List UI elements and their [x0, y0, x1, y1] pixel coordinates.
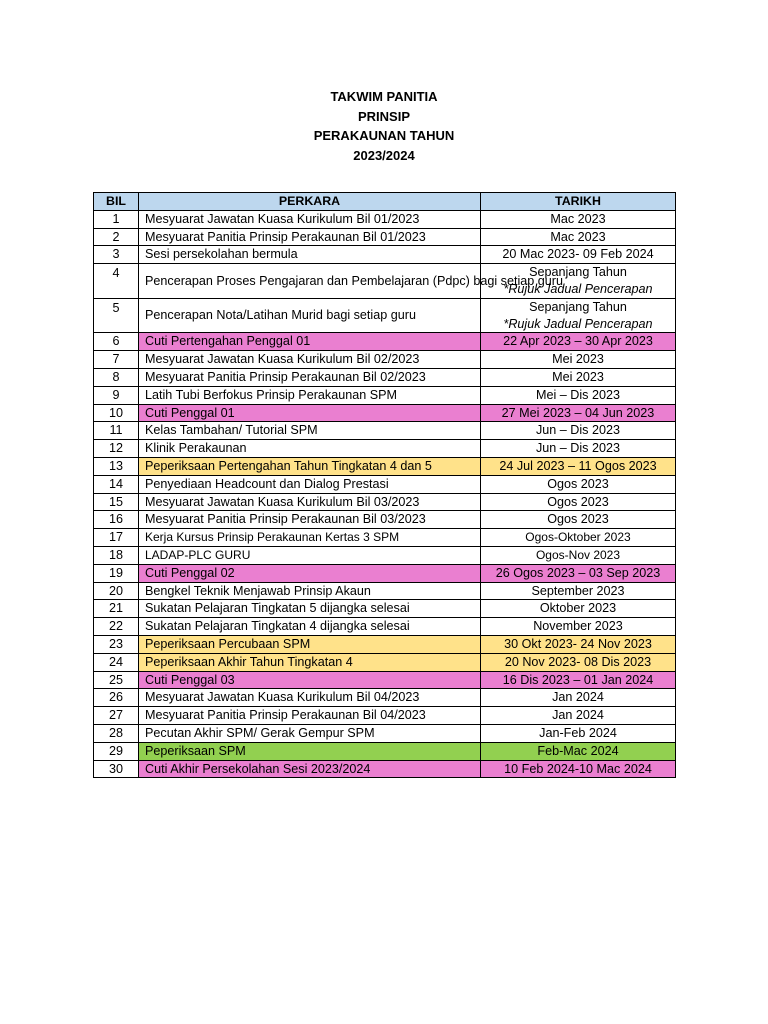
table-row	[94, 333, 676, 351]
table-row	[94, 689, 676, 707]
cell-tarikh: 27 Mei 2023 – 04 Jun 2023	[481, 404, 676, 422]
cell-perkara: Peperiksaan Percubaan SPM	[139, 635, 481, 653]
cell-perkara: Mesyuarat Panitia Prinsip Perakaunan Bil 02/2023	[139, 368, 481, 386]
table-row	[94, 511, 676, 529]
cell-bil: 24	[94, 653, 139, 671]
table-row	[94, 298, 676, 333]
table-row	[94, 600, 676, 618]
table-row	[94, 564, 676, 582]
title-line-1: TAKWIM PANITIA	[330, 89, 438, 104]
cell-tarikh: Oktober 2023	[481, 600, 676, 618]
cell-tarikh: 20 Mac 2023- 09 Feb 2024	[481, 246, 676, 264]
cell-tarikh: Jun – Dis 2023	[481, 440, 676, 458]
cell-perkara: Cuti Pertengahan Penggal 01	[139, 333, 481, 351]
cell-bil: 27	[94, 707, 139, 725]
table-row	[94, 228, 676, 246]
table-row	[94, 618, 676, 636]
cell-tarikh: Jan-Feb 2024	[481, 724, 676, 742]
cell-tarikh: September 2023	[481, 582, 676, 600]
cell-bil: 8	[94, 368, 139, 386]
table-row	[94, 246, 676, 264]
table-row	[94, 440, 676, 458]
cell-perkara: Mesyuarat Panitia Prinsip Perakaunan Bil 04/2023	[139, 707, 481, 725]
cell-perkara: Peperiksaan Akhir Tahun Tingkatan 4	[139, 653, 481, 671]
cell-perkara: LADAP-PLC GURU	[139, 546, 481, 564]
cell-bil: 23	[94, 635, 139, 653]
table-row	[94, 368, 676, 386]
table-header-row	[94, 193, 676, 211]
cell-bil: 13	[94, 457, 139, 475]
cell-tarikh: Mei 2023	[481, 368, 676, 386]
cell-perkara: Kelas Tambahan/ Tutorial SPM	[139, 422, 481, 440]
cell-perkara: Klinik Perakaunan	[139, 440, 481, 458]
cell-tarikh: Mei – Dis 2023	[481, 386, 676, 404]
cell-tarikh: 10 Feb 2024-10 Mac 2024	[481, 760, 676, 778]
cell-bil: 19	[94, 564, 139, 582]
cell-perkara: Mesyuarat Jawatan Kuasa Kurikulum Bil 02/2023	[139, 351, 481, 369]
table-row	[94, 724, 676, 742]
table-row	[94, 529, 676, 547]
cell-bil: 20	[94, 582, 139, 600]
cell-perkara: Cuti Penggal 03	[139, 671, 481, 689]
table-row	[94, 475, 676, 493]
cell-tarikh: Jun – Dis 2023	[481, 422, 676, 440]
table-row	[94, 351, 676, 369]
column-header-bil: BIL	[94, 193, 139, 211]
column-header-perkara: PERKARA	[139, 193, 481, 211]
cell-tarikh: Ogos-Nov 2023	[481, 546, 676, 564]
cell-tarikh: 20 Nov 2023- 08 Dis 2023	[481, 653, 676, 671]
cell-bil: 6	[94, 333, 139, 351]
table-row	[94, 210, 676, 228]
cell-bil: 30	[94, 760, 139, 778]
cell-tarikh: 30 Okt 2023- 24 Nov 2023	[481, 635, 676, 653]
cell-bil: 3	[94, 246, 139, 264]
cell-perkara: Peperiksaan SPM	[139, 742, 481, 760]
cell-perkara: Pecutan Akhir SPM/ Gerak Gempur SPM	[139, 724, 481, 742]
cell-perkara: Mesyuarat Panitia Prinsip Perakaunan Bil 03/2023	[139, 511, 481, 529]
cell-perkara: Peperiksaan Pertengahan Tahun Tingkatan 4 dan 5	[139, 457, 481, 475]
cell-tarikh: 16 Dis 2023 – 01 Jan 2024	[481, 671, 676, 689]
cell-bil: 18	[94, 546, 139, 564]
cell-perkara: Pencerapan Nota/Latihan Murid bagi setiap guru	[139, 298, 481, 333]
table-row	[94, 742, 676, 760]
cell-perkara: Cuti Akhir Persekolahan Sesi 2023/2024	[139, 760, 481, 778]
cell-tarikh: November 2023	[481, 618, 676, 636]
cell-perkara: Pencerapan Proses Pengajaran dan Pembelajaran (Pdpc) bagi setiap guru	[139, 264, 481, 299]
cell-perkara: Mesyuarat Jawatan Kuasa Kurikulum Bil 01/2023	[139, 210, 481, 228]
cell-bil: 4	[94, 264, 139, 299]
cell-tarikh: Jan 2024	[481, 689, 676, 707]
cell-perkara: Sukatan Pelajaran Tingkatan 5 dijangka selesai	[139, 600, 481, 618]
table-row	[94, 653, 676, 671]
title-line-4: 2023/2024	[353, 147, 415, 163]
table-row	[94, 422, 676, 440]
cell-tarikh: Jan 2024	[481, 707, 676, 725]
cell-bil: 15	[94, 493, 139, 511]
table-row	[94, 582, 676, 600]
table-row	[94, 635, 676, 653]
cell-tarikh: Mac 2023	[481, 228, 676, 246]
cell-perkara: Mesyuarat Panitia Prinsip Perakaunan Bil 01/2023	[139, 228, 481, 246]
cell-perkara: Mesyuarat Jawatan Kuasa Kurikulum Bil 03/2023	[139, 493, 481, 511]
cell-tarikh: 22 Apr 2023 – 30 Apr 2023	[481, 333, 676, 351]
cell-perkara: Penyediaan Headcount dan Dialog Prestasi	[139, 475, 481, 493]
cell-tarikh: Feb-Mac 2024	[481, 742, 676, 760]
table-row	[94, 264, 676, 299]
tarikh-note: *Rujuk Jadual Pencerapan	[503, 281, 653, 296]
cell-bil: 26	[94, 689, 139, 707]
tarikh-value: Sepanjang Tahun	[529, 265, 627, 280]
cell-tarikh	[481, 298, 676, 333]
cell-bil: 14	[94, 475, 139, 493]
table-row	[94, 546, 676, 564]
cell-bil: 10	[94, 404, 139, 422]
cell-bil: 9	[94, 386, 139, 404]
title-line-3: PERAKAUNAN TAHUN	[313, 128, 455, 143]
cell-bil: 28	[94, 724, 139, 742]
cell-perkara: Kerja Kursus Prinsip Perakaunan Kertas 3 SPM	[139, 529, 481, 547]
column-header-tarikh: TARIKH	[481, 193, 676, 211]
cell-perkara: Mesyuarat Jawatan Kuasa Kurikulum Bil 04/2023	[139, 689, 481, 707]
table-row	[94, 404, 676, 422]
cell-bil: 25	[94, 671, 139, 689]
table-row	[94, 760, 676, 778]
cell-tarikh: Ogos 2023	[481, 475, 676, 493]
tarikh-note: *Rujuk Jadual Pencerapan	[503, 316, 653, 331]
cell-perkara: Cuti Penggal 01	[139, 404, 481, 422]
cell-perkara: Sesi persekolahan bermula	[139, 246, 481, 264]
cell-tarikh: Mac 2023	[481, 210, 676, 228]
cell-tarikh: Ogos-Oktober 2023	[481, 529, 676, 547]
table-row	[94, 457, 676, 475]
cell-perkara: Latih Tubi Berfokus Prinsip Perakaunan SPM	[139, 386, 481, 404]
document-title	[0, 87, 768, 165]
table-body	[94, 210, 676, 778]
cell-bil: 1	[94, 210, 139, 228]
cell-bil: 16	[94, 511, 139, 529]
cell-tarikh: Ogos 2023	[481, 511, 676, 529]
cell-perkara: Sukatan Pelajaran Tingkatan 4 dijangka selesai	[139, 618, 481, 636]
cell-bil: 5	[94, 298, 139, 333]
table-row	[94, 707, 676, 725]
title-line-2: PRINSIP	[357, 108, 410, 124]
tarikh-value: Sepanjang Tahun	[529, 299, 627, 314]
table-row	[94, 671, 676, 689]
cell-perkara: Bengkel Teknik Menjawab Prinsip Akaun	[139, 582, 481, 600]
cell-bil: 21	[94, 600, 139, 618]
table-row	[94, 493, 676, 511]
calendar-table	[93, 192, 676, 778]
cell-tarikh: Ogos 2023	[481, 493, 676, 511]
cell-bil: 2	[94, 228, 139, 246]
cell-bil: 11	[94, 422, 139, 440]
table-row	[94, 386, 676, 404]
cell-tarikh: 26 Ogos 2023 – 03 Sep 2023	[481, 564, 676, 582]
cell-bil: 29	[94, 742, 139, 760]
cell-tarikh: Mei 2023	[481, 351, 676, 369]
cell-bil: 22	[94, 618, 139, 636]
cell-bil: 12	[94, 440, 139, 458]
cell-tarikh: 24 Jul 2023 – 11 Ogos 2023	[481, 457, 676, 475]
cell-bil: 7	[94, 351, 139, 369]
cell-bil: 17	[94, 529, 139, 547]
cell-tarikh	[481, 264, 676, 299]
cell-perkara: Cuti Penggal 02	[139, 564, 481, 582]
